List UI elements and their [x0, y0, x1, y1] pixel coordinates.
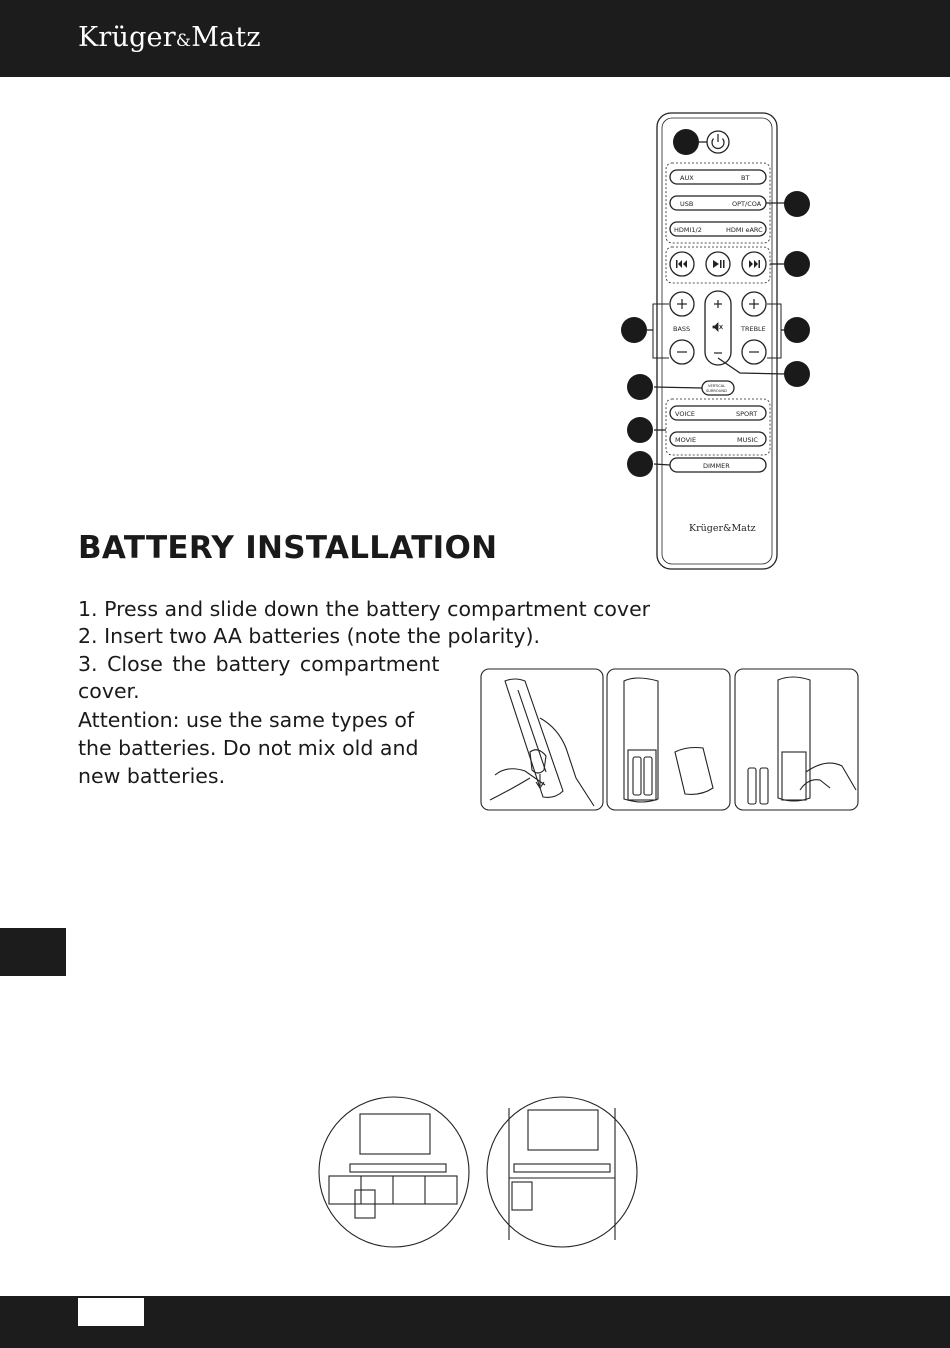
music-label: MUSIC [737, 436, 758, 444]
optcoa-label: OPT/COA [732, 200, 762, 208]
attention-line-3: new batteries. [78, 764, 226, 788]
soundbar-placement-illustration [316, 1093, 641, 1251]
side-tab [0, 928, 66, 976]
brand-logo: Krüger&Matz [78, 22, 261, 53]
bass-label: BASS [673, 325, 691, 333]
sport-label: SPORT [736, 410, 758, 418]
aux-label: AUX [680, 174, 694, 182]
vertical-label: VERTICAL [708, 384, 726, 388]
step-3: 3. Close the battery compartment [78, 652, 440, 676]
page-number-tab [78, 1298, 144, 1326]
section-heading: BATTERY INSTALLATION [78, 530, 498, 566]
attention-line-1: Attention: use the same types of [78, 708, 415, 732]
header-bar [0, 0, 950, 77]
remote-brand-logo: Krüger&Matz [689, 523, 756, 534]
dimmer-label: DIMMER [703, 462, 730, 470]
step-2: 2. Insert two AA batteries (note the polarity). [78, 624, 541, 648]
attention-line-2: the batteries. Do not mix old and [78, 736, 419, 760]
hdmi12-label: HDMI1/2 [674, 226, 702, 234]
step-1: 1. Press and slide down the battery compartment cover [78, 597, 651, 621]
surround-label: SURROUND [706, 389, 727, 393]
bt-label: BT [741, 174, 750, 182]
battery-steps-illustration [478, 666, 862, 814]
step-3-cont: cover. [78, 679, 140, 703]
treble-label: TREBLE [741, 325, 766, 333]
voice-label: VOICE [675, 410, 696, 418]
hdmiearc-label: HDMI eARC [726, 226, 763, 234]
usb-label: USB [680, 200, 694, 208]
movie-label: MOVIE [675, 436, 697, 444]
remote-control-illustration [615, 105, 825, 575]
